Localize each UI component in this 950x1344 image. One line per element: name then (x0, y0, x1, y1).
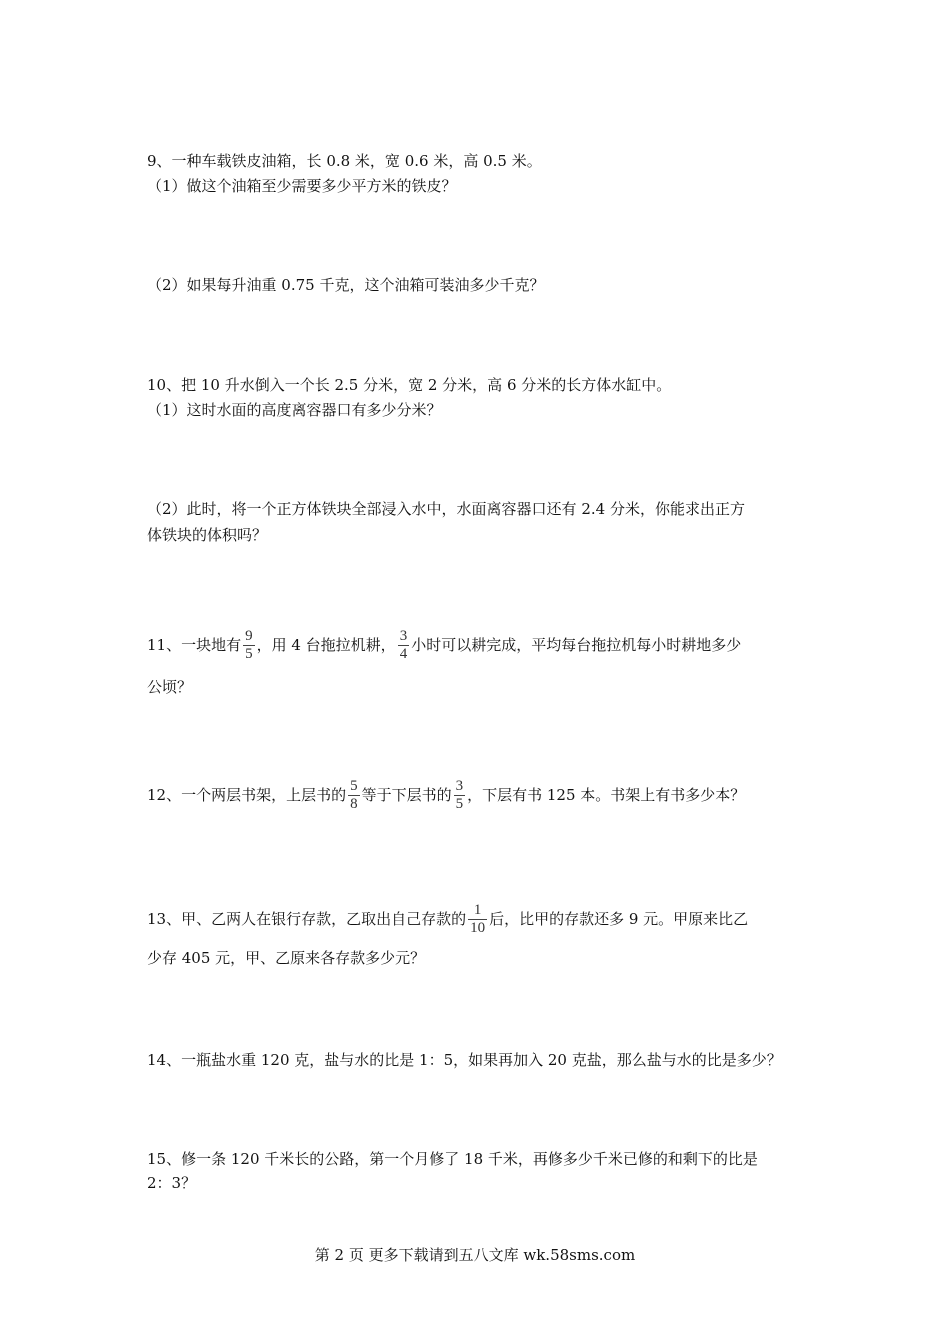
question-10-stem: 10、把 10 升水倒入一个长 2.5 分米，宽 2 分米，高 6 分米的长方体水缸中。 (147, 376, 672, 394)
fraction-five-eighths (348, 778, 360, 813)
fraction-denominator: 5 (245, 645, 253, 662)
fraction-nine-fifths (243, 628, 255, 663)
question-12-text-part-2: 等于下层书的 (361, 786, 452, 804)
question-13-line-1 (147, 901, 748, 938)
question-13-text-part-2: 后，比甲的存款还多 9 元。甲原来比乙 (489, 910, 749, 928)
question-12-line (147, 777, 745, 814)
fraction-numerator: 9 (245, 627, 253, 644)
fraction-numerator: 1 (473, 901, 482, 918)
fraction-three-fifths (454, 778, 466, 813)
question-13-text-part-1: 13、甲、乙两人在银行存款，乙取出自己存款的 (147, 910, 467, 928)
question-13-line-2: 少存 405 元，甲、乙原来各存款多少元？ (147, 949, 426, 967)
question-11-line-1 (147, 627, 741, 664)
question-11-line-2: 公顷？ (147, 678, 193, 696)
question-9-stem: 9、一种车载铁皮油箱，长 0.8 米，宽 0.6 米，高 0.5 米。 (147, 152, 542, 170)
page-footer: 第 2 页 更多下载请到五八文库 wk.58sms.com (314, 1246, 636, 1264)
question-15-line-1: 15、修一条 120 千米长的公路，第一个月修了 18 千米，再修多少千米已修的和剩下的比是 (147, 1150, 758, 1168)
question-11-text-part-2: ，用 4 台拖拉机耕， (256, 636, 396, 654)
question-10-sub-1: （1）这时水面的高度离容器口有多少分米？ (147, 401, 442, 419)
fraction-numerator: 3 (455, 777, 464, 794)
fraction-three-quarters (398, 628, 410, 663)
question-11-text-part-1: 11、一块地有 (147, 636, 242, 654)
question-12-text-part-1: 12、一个两层书架，上层书的 (147, 786, 347, 804)
fraction-denominator: 8 (350, 795, 358, 812)
question-10-sub-2-line-2: 体铁块的体积吗？ (147, 526, 268, 544)
question-9-sub-2: （2）如果每升油重 0.75 千克，这个油箱可装油多少千克？ (147, 276, 545, 294)
fraction-denominator: 4 (399, 645, 408, 662)
question-9-sub-1: （1）做这个油箱至少需要多少平方米的铁皮？ (147, 177, 457, 195)
question-14-line: 14、一瓶盐水重 120 克，盐与水的比是 1：5，如果再加入 20 克盐，那么盐与水的比是多少？ (147, 1051, 782, 1069)
question-12-text-part-3: ，下层有书 125 本。书架上有书多少本？ (467, 786, 746, 804)
fraction-numerator: 3 (399, 627, 408, 644)
fraction-numerator: 5 (350, 777, 358, 794)
fraction-one-tenth (468, 902, 487, 937)
question-10-sub-2-line-1: （2）此时，将一个正方体铁块全部浸入水中，水面离容器口还有 2.4 分米，你能求出正方 (147, 500, 745, 518)
fraction-denominator: 5 (455, 795, 464, 812)
question-15-line-2: 2：3？ (147, 1174, 197, 1192)
question-11-text-part-3: 小时可以耕完成，平均每台拖拉机每小时耕地多少 (411, 636, 742, 654)
fraction-denominator: 10 (470, 919, 486, 936)
